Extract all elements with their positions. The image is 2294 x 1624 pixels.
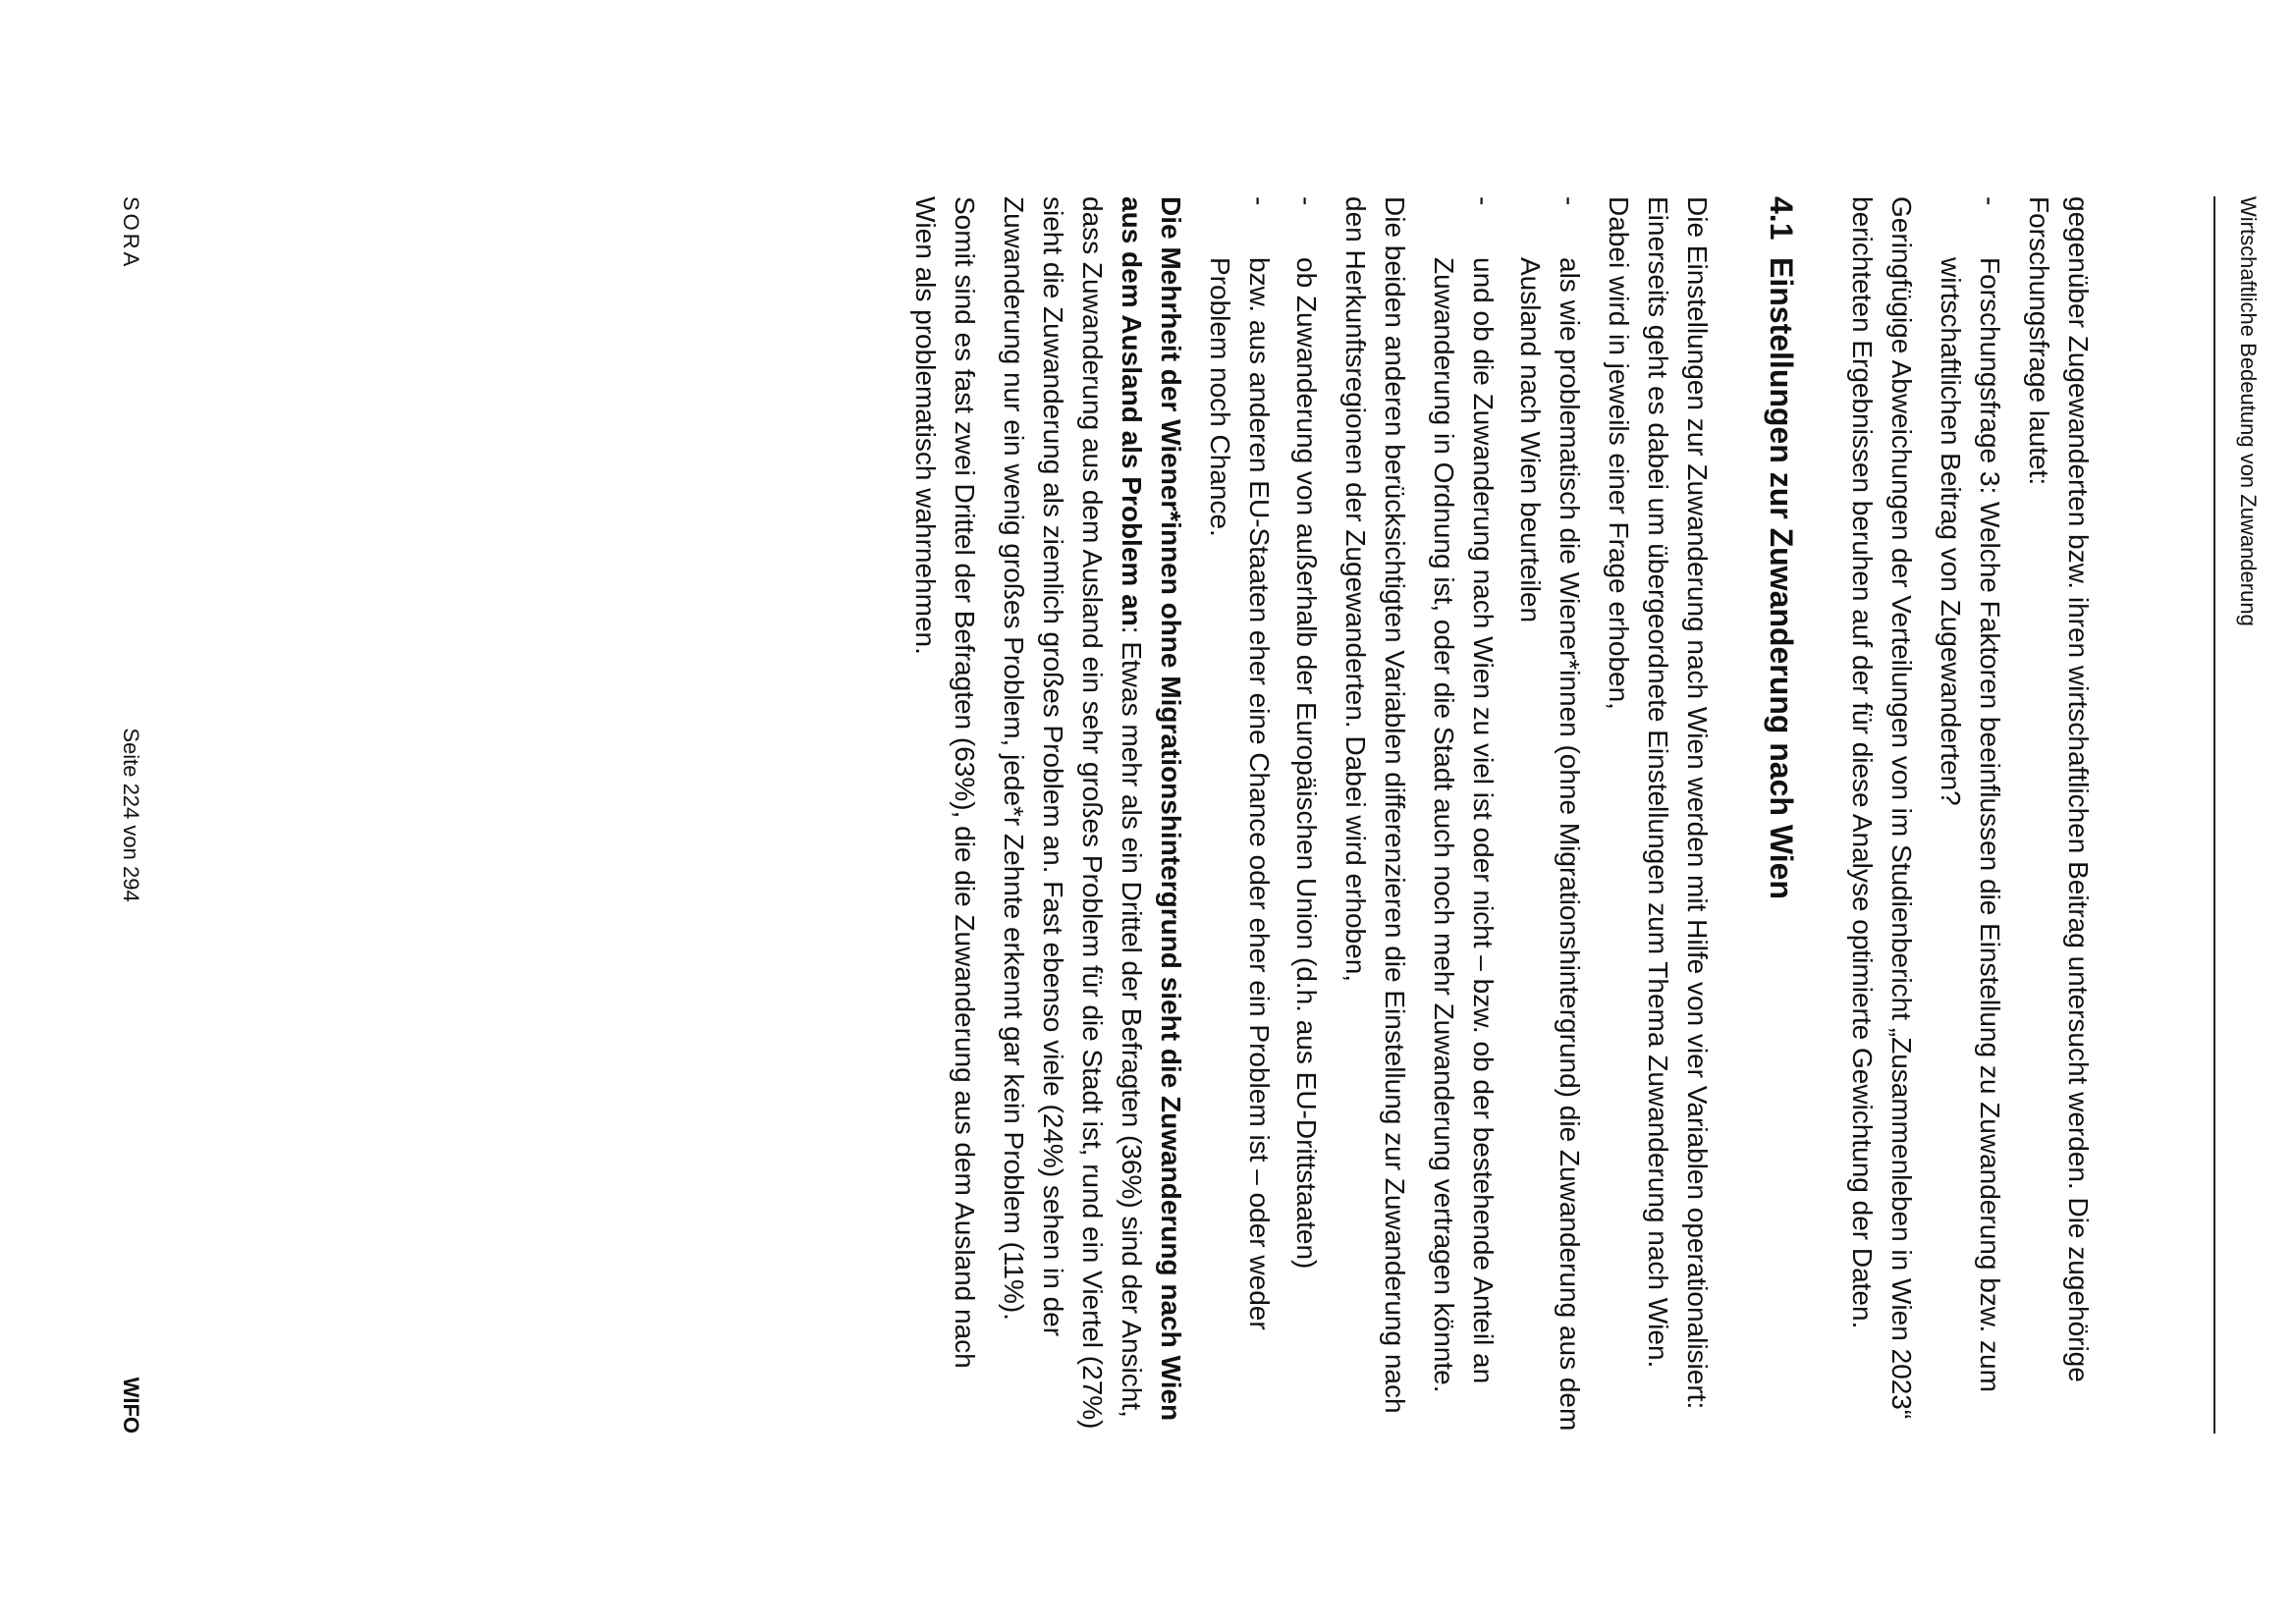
results-lead-bold: Die Mehrheit der Wiener*innen ohne Migrationshintergrund sieht die Zuwanderung nach Wien aus dem Ausland als Problem an (1117, 196, 1186, 1422)
list-item (1510, 196, 1589, 1434)
list-item-text: bzw. aus anderen EU-Staaten eher eine Chance oder eher ein Problem ist – oder weder Problem noch Chance. (1205, 257, 1275, 1330)
list-item (1931, 196, 2009, 1434)
list-item-text: als wie problematisch die Wiener*innen (ohne Migrationshintergrund) die Zuwanderung aus dem Ausland nach Wien beurteilen (1515, 257, 1585, 1432)
running-header (2213, 196, 2263, 1434)
list-item (1286, 196, 1326, 1434)
bullet-dash: - (1291, 196, 1322, 206)
origin-variables-paragraph: Die beiden anderen berücksichtigten Variablen differenzieren die Einstellung zur Zuwanderung nach den Herkunftsregionen der Zugewanderten. Dabei wird erhoben, (1340, 196, 1410, 1414)
research-question-text: Forschungsfrage 3: Welche Faktoren beeinflussen die Einstellung zu Zuwanderung bzw. zum wirtschaftlichen Beitrag von Zugewanderten? (1936, 257, 2005, 1392)
page-body (896, 196, 2098, 1434)
list-item-text: und ob die Zuwanderung nach Wien zu viel ist oder nicht – bzw. ob der bestehende Anteil an Zuwanderung in Ordnung ist, oder die Stadt auch noch mehr Zuwanderung vertragen könnte. (1429, 257, 1499, 1393)
bullet-dash: - (1975, 196, 2005, 206)
list-item-text: ob Zuwanderung von außerhalb der Europäischen Union (d.h. aus EU-Drittstaaten) (1291, 257, 1322, 1270)
variables-paragraph: Die Einstellungen zur Zuwanderung nach Wien werden mit Hilfe von vier Variablen operationalisiert: Einerseits geht es dabei um übergeordnete Einstellungen zum Thema Zuwanderung nach Wien. Dabei wird in jeweils einer Frage erhoben, (1604, 196, 1713, 1410)
summary-paragraph: Somit sind es fast zwei Drittel der Befragten (63%), die die Zuwanderung aus dem Ausland nach Wien als problematisch wahrnehmen. (910, 196, 980, 1369)
bullet-dash: - (1468, 196, 1499, 206)
general-attitudes-list (1424, 196, 1589, 1434)
section-heading (1760, 196, 1803, 1434)
research-question-list (1931, 196, 2009, 1434)
intro-paragraph: gegenüber Zugewanderten bzw. ihren wirtschaftlichen Beitrag untersucht werden. Die zugehörige Forschungsfrage lautet: (2024, 196, 2094, 1382)
page-number: Seite 224 von 294 (119, 728, 143, 902)
bullet-dash: - (1555, 196, 1585, 206)
list-item (1200, 196, 1279, 1434)
footer-left: SORA (119, 196, 143, 270)
header-title: Wirtschaftliche Bedeutung von Zuwanderung (2236, 196, 2261, 626)
list-item (1424, 196, 1502, 1434)
results-text: : Etwas mehr als ein Drittel der Befragten (36%) sind der Ansicht, dass Zuwanderung aus dem Ausland ein sehr großes Problem für die Stadt ist, rund ein Viertel (27%) sieht die Zuwanderung als ziemlich großes Problem an. Fast ebenso viele (24%) sehen in der Zuwanderung nur ein wenig großes Problem, jede*r Zehnte erkennt gar kein Problem (11%). (999, 196, 1147, 1430)
section-title: Einstellungen zur Zuwanderung nach Wien (1764, 257, 1799, 899)
results-paragraph (994, 196, 1190, 1434)
footer-right: WIFO (119, 1377, 143, 1434)
origin-attitudes-list (1200, 196, 1326, 1434)
section-number: 4.1 (1764, 196, 1799, 241)
weighting-note-paragraph: Geringfügige Abweichungen der Verteilungen von im Studienbericht „Zusammenleben in Wien 2023“ berichteten Ergebnissen beruhen auf der für diese Analyse optimierte Gewichtung der Daten. (1847, 196, 1917, 1420)
bullet-dash: - (1244, 196, 1275, 206)
